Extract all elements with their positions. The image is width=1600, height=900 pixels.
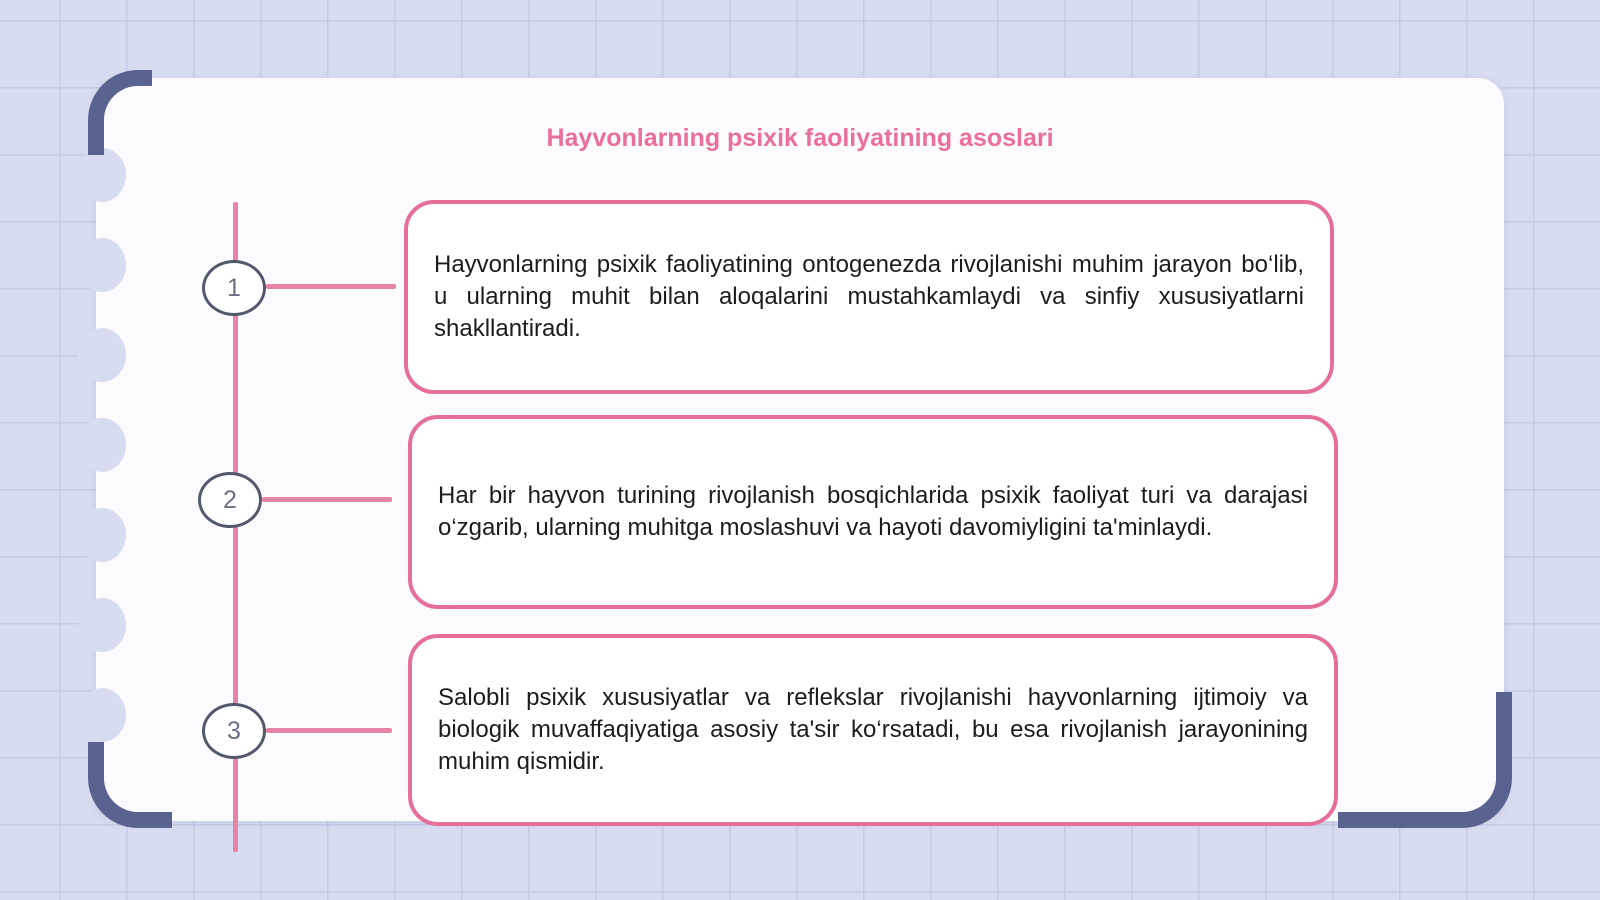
torn-edge-scallop <box>78 688 126 742</box>
corner-bracket-bottom-right <box>1338 692 1512 828</box>
torn-edge-scallop <box>78 598 126 652</box>
torn-edge-scallop <box>78 328 126 382</box>
timeline-text: Salobli psixik xususiyatlar va reflekslar rivojlanishi hayvonlarning ijtimoiy va biologik muvaffaqiyatiga asosiy ta'sir ko‘rsatadi, bu esa rivojlanish jarayonining muhim qismidir. <box>438 684 1308 775</box>
timeline-number: 1 <box>227 273 241 302</box>
timeline-connector <box>266 728 392 733</box>
torn-edge-scallop <box>78 418 126 472</box>
timeline-number: 2 <box>223 485 237 514</box>
timeline-text: Hayvonlarning psixik faoliyatining ontogenezda rivojlanishi muhim jarayon bo‘lib, u ularning muhit bilan aloqalarini mustahkamlaydi va sinfiy xususiyatlarni shakllantiradi. <box>434 251 1304 342</box>
timeline-text: Har bir hayvon turining rivojlanish bosqichlarida psixik faoliyat turi va darajasi o‘zgarib, ularning muhitga moslashuvi va hayoti davomiyligini ta'minlaydi. <box>438 482 1308 541</box>
timeline-number-badge <box>202 260 266 316</box>
torn-edge-scallop <box>78 148 126 202</box>
timeline-connector <box>266 284 396 289</box>
timeline-number-badge <box>202 703 266 759</box>
timeline-number-badge <box>198 472 262 528</box>
corner-bracket-bottom-left <box>88 742 172 828</box>
torn-edge-scallop <box>78 238 126 292</box>
timeline-text-box <box>408 634 1338 826</box>
slide-title: Hayvonlarning psixik faoliyatining asoslari <box>546 124 1054 152</box>
timeline-text-box <box>408 415 1338 609</box>
timeline-connector <box>262 497 392 502</box>
torn-edge-scallop <box>78 508 126 562</box>
timeline-number: 3 <box>227 716 241 745</box>
timeline-text-box <box>404 200 1334 394</box>
